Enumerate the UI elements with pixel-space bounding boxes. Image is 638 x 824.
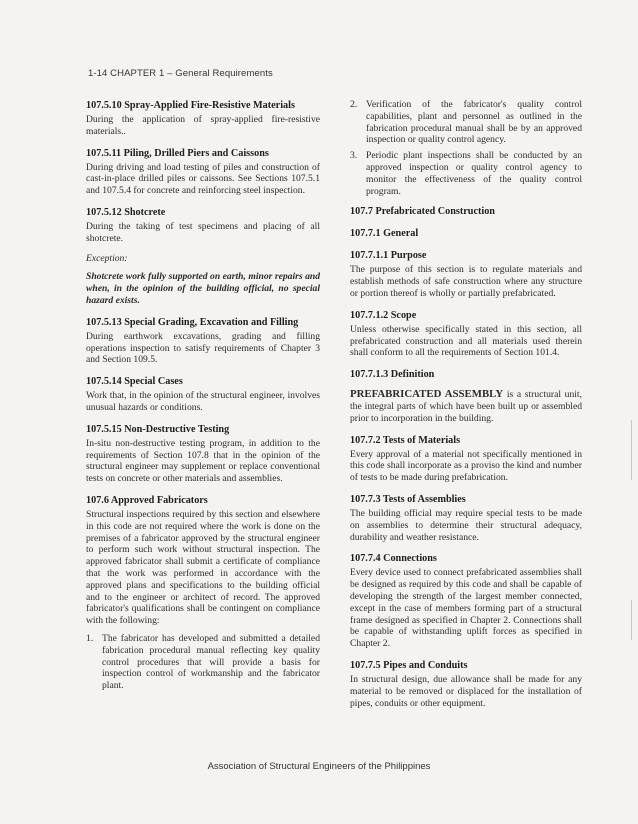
- exception-label: Exception:: [86, 252, 128, 264]
- definition-paragraph: [350, 389, 582, 424]
- section-107-7-4: [350, 552, 582, 650]
- section-title: 107.5.14 Special Cases: [86, 376, 183, 388]
- section-body: During driving and load testing of piles and construction of cast-in-place drilled piles or caissons. See Sections 107.5.1 and 107.5.4 for concrete and reinforcing steel inspection.: [86, 161, 320, 197]
- section-107-7-1-1: [350, 249, 582, 299]
- defined-term: PREFABRICATED ASSEMBLY: [350, 388, 504, 401]
- section-107-7: [350, 205, 582, 218]
- section-title: 107.7.1.3 Definition: [350, 369, 435, 381]
- section-title: 107.7.5 Pipes and Conduits: [350, 659, 468, 671]
- section-title: 107.7.1.1 Purpose: [350, 250, 427, 262]
- list-number: 2.: [350, 99, 358, 110]
- section-body: Every device used to connect prefabricated assemblies shall be designed as required by this code and shall be capable of developing the strength of the largest member connected, except in the case of members forming part of a structural frame designed as specified in Chapter 2. Connections shall be capable of withstanding uplift forces as specified in Chapter 2.: [350, 567, 582, 650]
- exception-text: Shotcrete work fully supported on earth, minor repairs and when, in the opinion of the building official, no special hazard exists.: [86, 271, 320, 306]
- right-column: [350, 99, 582, 718]
- section-107-5-11: [86, 147, 320, 197]
- section-title: 107.7.4 Connections: [350, 553, 437, 565]
- page-footer: Association of Structural Engineers of the Philippines: [207, 761, 431, 772]
- section-107-7-1-2: [350, 309, 582, 359]
- section-title: 107.5.10 Spray-Applied Fire-Resistive Materials: [86, 100, 295, 111]
- list-number: 3.: [350, 150, 358, 162]
- section-title: 107.7.3 Tests of Assemblies: [350, 493, 466, 505]
- section-body: The purpose of this section is to regulate materials and establish methods of safe construction where any structure or portion thereof is wholly or partially prefabricated.: [350, 264, 582, 299]
- section-title: 107.5.15 Non-Destructive Testing: [86, 423, 230, 435]
- section-body: During the application of spray-applied fire-resistive materials..: [86, 114, 320, 137]
- section-body: During earthwork excavations, grading and filling operations inspection to satisfy requirements of Chapter 3 and Section 109.5.: [86, 330, 320, 366]
- section-107-5-13: [86, 316, 320, 366]
- section-107-7-2: [350, 434, 582, 484]
- section-107-5-10: [86, 99, 320, 138]
- section-107-6: [86, 494, 320, 692]
- section-107-5-14: [86, 375, 320, 414]
- left-column: [86, 99, 320, 701]
- section-title: 107.5.12 Shotcrete: [86, 206, 166, 218]
- list-text: Periodic plant inspections shall be conducted by an approved inspection or quality control agency to monitor the effectiveness of the quality control program.: [366, 150, 582, 197]
- section-body: During the taking of test specimens and placing of all shotcrete.: [86, 220, 320, 244]
- list-text: The fabricator has developed and submitted a detailed fabrication procedural manual reflecting key quality control procedures that will provide a basis for inspection control of workmanship and the fabricator plant.: [102, 632, 320, 692]
- section-title: 107.7.1 General: [350, 228, 419, 240]
- section-title: 107.7.1.2 Scope: [350, 309, 417, 321]
- fabricator-requirements-list: [86, 633, 320, 692]
- section-body: Work that, in the opinion of the structural engineer, involves unusual hazards or conditions.: [86, 390, 320, 413]
- section-107-7-1-3: [350, 368, 582, 424]
- section-title: 107.7.2 Tests of Materials: [350, 434, 461, 446]
- list-text: Verification of the fabricator's quality control capabilities, plant and personnel as outlined in the fabrication procedural manual shall be by an approved inspection or quality control agency.: [366, 99, 582, 146]
- section-107-5-15: [86, 423, 320, 485]
- fabricator-requirements-list-continued: [350, 99, 582, 197]
- list-number: 1.: [86, 632, 94, 644]
- section-107-7-3: [350, 493, 582, 543]
- section-body: The building official may require special tests to be made on assemblies to determine their structural adequacy, durability and weather resistance.: [350, 507, 582, 543]
- section-body: Structural inspections required by this section and elsewhere in this code are not required where the work is done on the premises of a fabricator approved by the structural engineer to perform such work without structural inspection. The approved fabricator shall submit a certificate of compliance that the work was performed in accordance with the approved plans and specifications to the building official and to the engineer or architect of record. The approved fabricator's qualifications shall be contingent on compliance with the following:: [86, 508, 320, 627]
- scan-edge-mark: [631, 600, 632, 640]
- definition-text: is a structural unit, the integral parts of which have been built up or assembled prior to incorporation in the building.: [350, 389, 582, 424]
- section-107-7-1: [350, 227, 582, 240]
- section-body: Unless otherwise specifically stated in this section, all prefabricated construction and all materials used therein shall conform to all the requirements of Section 101.4.: [350, 323, 582, 359]
- section-body: Every approval of a material not specifically mentioned in this code shall incorporate as a proviso the kind and number of tests to be made during prefabrication.: [350, 448, 582, 484]
- section-title: 107.7 Prefabricated Construction: [350, 206, 495, 218]
- section-title: 107.5.13 Special Grading, Excavation and Filling: [86, 316, 299, 328]
- section-title: 107.6 Approved Fabricators: [86, 494, 208, 506]
- section-107-5-12: [86, 206, 320, 307]
- running-head: 1-14 CHAPTER 1 – General Requirements: [88, 68, 273, 79]
- list-item: [350, 99, 582, 146]
- section-title: 107.5.11 Piling, Drilled Piers and Caissons: [86, 147, 269, 159]
- list-item: [86, 633, 320, 692]
- scan-edge-mark: [631, 420, 632, 480]
- section-body: In structural design, due allowance shall be made for any material to be removed or displaced for the installation of pipes, conduits or other equipment.: [350, 673, 582, 709]
- list-item: [350, 150, 582, 197]
- section-107-7-5: [350, 659, 582, 709]
- section-body: In-situ non-destructive testing program, in addition to the requirements of Section 107.8 that in the opinion of the structural engineer may supplement or replace conventional tests on concrete or other materials and assemblies.: [86, 437, 320, 485]
